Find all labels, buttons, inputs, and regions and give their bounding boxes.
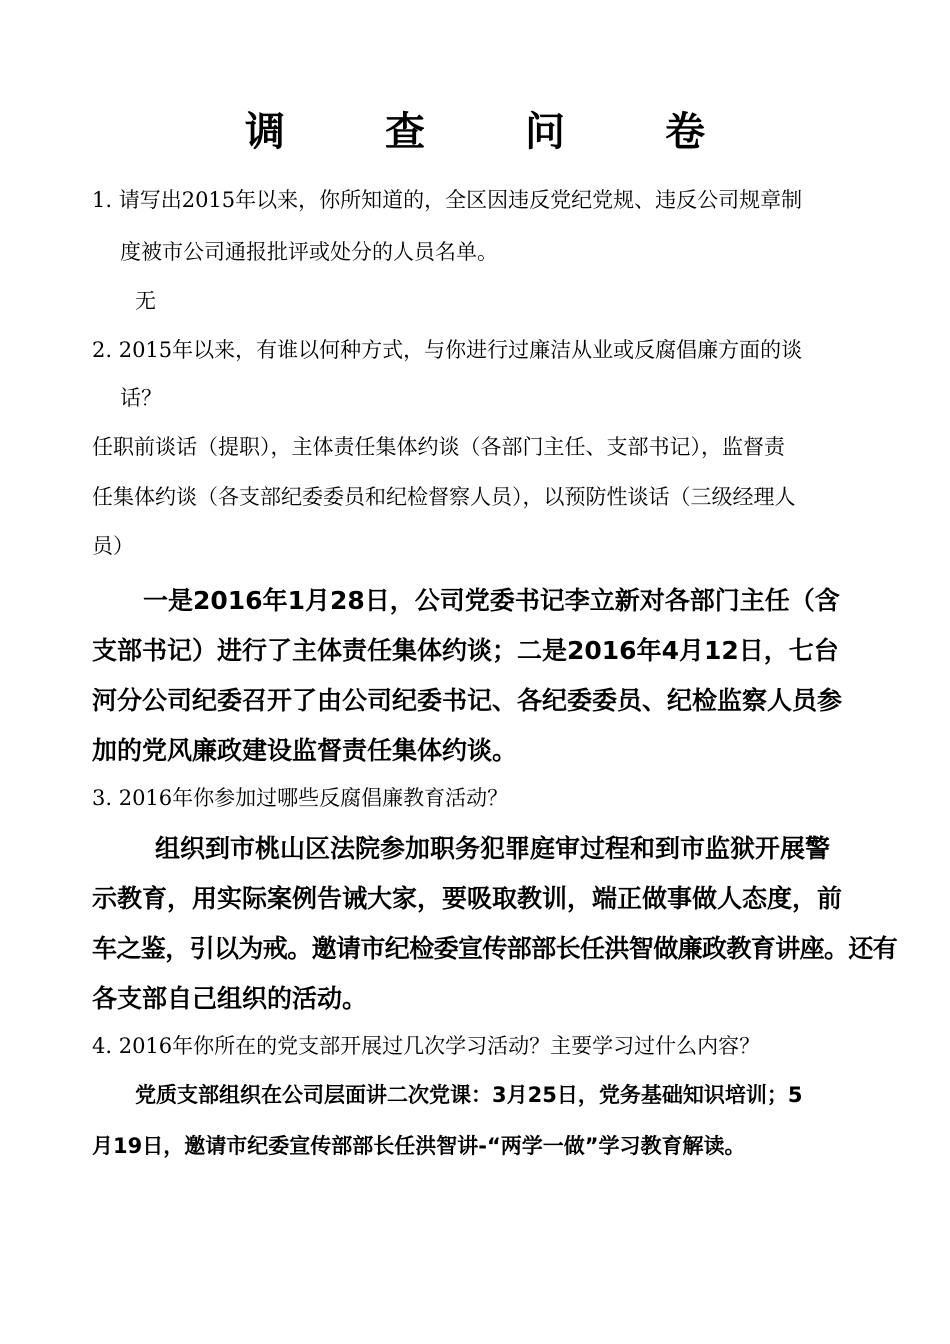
question-2-answer-plain-line: 任集体约谈（各支部纪委委员和纪检督察人员），以预防性谈话（三级经理人 xyxy=(92,485,796,509)
question-3-answer-line: 车之鉴，引以为戒。邀请市纪检委宣传部部长任洪智做廉政教育讲座。还有 xyxy=(92,934,898,963)
question-2-answer-bold-line: 河分公司纪委召开了由公司纪委书记、各纪委委员、纪检监察人员参 xyxy=(92,686,843,715)
question-2-answer-bold-line: 一是2016年1月28日，公司党委书记李立新对各部门主任（含 xyxy=(143,586,840,615)
question-4-answer-line: 月19日，邀请市纪委宣传部部长任洪智讲-“两学一做”学习教育解读。 xyxy=(92,1134,746,1158)
question-2-answer-plain-line: 任职前谈话（提职），主体责任集体约谈（各部门主任、支部书记），监督责 xyxy=(92,435,785,459)
question-1-answer: 无 xyxy=(135,289,156,313)
question-3-answer-line: 组织到市桃山区法院参加职务犯罪庭审过程和到市监狱开展警 xyxy=(155,834,831,863)
question-2-line-2: 话？ xyxy=(120,386,162,410)
question-2-answer-plain-line: 员） xyxy=(92,534,134,558)
page-title: 调 查 问 卷 xyxy=(245,108,735,155)
question-2-answer-bold-line: 支部书记）进行了主体责任集体约谈；二是2016年4月12日，七台 xyxy=(92,636,839,665)
question-3-answer-line: 示教育，用实际案例告诫大家，要吸取教训，端正做事做人态度，前 xyxy=(92,884,843,913)
question-2-line-1: 2. 2015年以来，有谁以何种方式，与你进行过廉洁从业或反腐倡廉方面的谈 xyxy=(92,338,803,362)
question-4-line-1: 4. 2016年你所在的党支部开展过几次学习活动？主要学习过什么内容？ xyxy=(92,1034,761,1058)
question-2-answer-bold-line: 加的党风廉政建设监督责任集体约谈。 xyxy=(92,736,518,765)
question-4-answer-line: 党质支部组织在公司层面讲二次党课：3月25日，党务基础知识培训；5 xyxy=(135,1083,803,1107)
question-1-line-2: 度被市公司通报批评或处分的人员名单。 xyxy=(120,240,498,264)
question-1-line-1: 1. 请写出2015年以来，你所知道的，全区因违反党纪党规、违反公司规章制 xyxy=(92,188,803,212)
question-3-answer-line: 各支部自己组织的活动。 xyxy=(92,984,368,1013)
question-3-line-1: 3. 2016年你参加过哪些反腐倡廉教育活动？ xyxy=(92,786,509,810)
